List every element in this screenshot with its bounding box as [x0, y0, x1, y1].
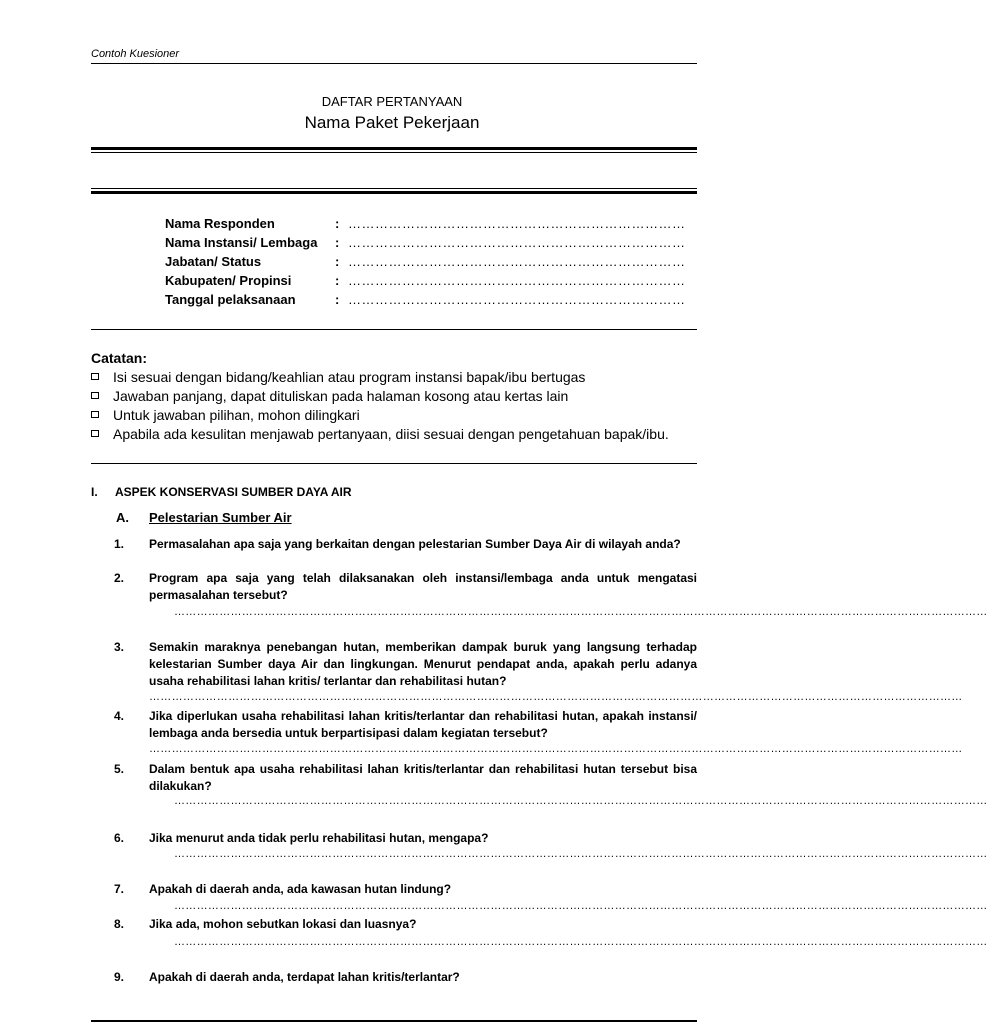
subsection-title: Pelestarian Sumber Air	[149, 510, 292, 525]
question-number: 5.	[114, 762, 125, 776]
title-rule-thick	[91, 147, 697, 150]
checkbox-bullet-icon	[91, 373, 99, 380]
field-blank[interactable]: …………………………………………………………………	[348, 235, 686, 250]
respondent-field-region[interactable]	[165, 273, 686, 288]
question-text: Jika diperlukan usaha rehabilitasi lahan kritis/terlantar dan rehabilitasi hutan, apakah instansi/ lembaga anda bersedia untuk berpartisipasi dalam kegiatan tersebut?	[149, 709, 697, 740]
note-item	[91, 426, 669, 442]
section-title: ASPEK KONSERVASI SUMBER DAYA AIR	[115, 485, 352, 499]
field-separator: :	[335, 273, 340, 288]
checkbox-bullet-icon	[91, 430, 99, 437]
section-heading	[91, 485, 352, 499]
question-text: Apakah di daerah anda, ada kawasan hutan lindung?	[149, 882, 452, 896]
question-text: Jika ada, mohon sebutkan lokasi dan luasnya?	[149, 917, 417, 931]
answer-line[interactable]: ………………………………………………………………………………………………………………………………………………………………………………………………	[174, 848, 988, 860]
respondent-field-position[interactable]	[165, 254, 686, 269]
section-number: I.	[91, 485, 98, 499]
note-item	[91, 407, 360, 423]
field-separator: :	[335, 254, 340, 269]
answer-line[interactable]: ………………………………………………………………………………………………………………………………………………………………………………………………	[174, 606, 988, 618]
answer-line[interactable]: ………………………………………………………………………………………………………………………………………………………………………………………………	[149, 743, 963, 755]
document-header: Contoh Kuesioner	[91, 48, 180, 60]
question-number: 2.	[114, 571, 125, 585]
question-number: 4.	[114, 709, 125, 723]
respondent-rule	[91, 329, 697, 330]
field-blank[interactable]: …………………………………………………………………	[348, 216, 686, 231]
note-item	[91, 369, 585, 385]
field-label: Jabatan/ Status	[165, 254, 262, 269]
question-number: 6.	[114, 831, 125, 845]
title-rule-thin	[91, 152, 697, 153]
question-text: Permasalahan apa saja yang berkaitan dengan pelestarian Sumber Daya Air di wilayah anda?	[149, 537, 681, 551]
field-label: Nama Responden	[165, 216, 275, 231]
package-title: Nama Paket Pekerjaan	[304, 113, 480, 132]
notes-rule	[91, 463, 697, 464]
question-number: 1.	[114, 537, 125, 551]
field-blank[interactable]: …………………………………………………………………	[348, 292, 686, 307]
answer-line[interactable]: ………………………………………………………………………………………………………………………………………………………………………………………………	[149, 691, 963, 703]
header-rule	[91, 63, 697, 64]
note-item	[91, 388, 568, 404]
question-text: Apakah di daerah anda, terdapat lahan kritis/terlantar?	[149, 970, 460, 984]
question-number: 3.	[114, 640, 125, 654]
form-rule-thin	[91, 188, 697, 189]
field-separator: :	[335, 292, 340, 307]
field-blank[interactable]: …………………………………………………………………	[348, 273, 686, 288]
document-title: DAFTAR PERTANYAAN	[321, 94, 463, 109]
question-number: 8.	[114, 917, 125, 931]
footer-rule	[91, 1020, 697, 1022]
question-number: 7.	[114, 882, 125, 896]
respondent-field-institution[interactable]	[165, 235, 686, 250]
answer-line[interactable]: ………………………………………………………………………………………………………………………………………………………………………………………………	[174, 900, 988, 912]
question-number: 9.	[114, 970, 125, 984]
subsection-heading	[116, 510, 292, 525]
field-label: Tanggal pelaksanaan	[165, 292, 296, 307]
answer-line[interactable]: ………………………………………………………………………………………………………………………………………………………………………………………………	[174, 936, 988, 948]
note-text: Apabila ada kesulitan menjawab pertanyaan, diisi sesuai dengan pengetahuan bapak/ibu.	[113, 426, 669, 442]
question-text: Dalam bentuk apa usaha rehabilitasi lahan kritis/terlantar dan rehabilitasi hutan tersebut bisa dilakukan?	[149, 762, 697, 793]
note-text: Jawaban panjang, dapat dituliskan pada halaman kosong atau kertas lain	[113, 388, 569, 404]
question-text: Semakin maraknya penebangan hutan, memberikan dampak buruk yang langsung terhadap kelestarian Sumber daya Air dan lingkungan. Menurut pendapat anda, apakah perlu adanya usaha rehabilitasi lahan kritis/ terlantar dan rehabilitasi hutan?	[149, 640, 697, 688]
form-rule-thick	[91, 191, 697, 194]
note-text: Untuk jawaban pilihan, mohon dilingkari	[113, 407, 360, 423]
question-text: Program apa saja yang telah dilaksanakan oleh instansi/lembaga anda untuk mengatasi permasalahan tersebut?	[149, 571, 697, 602]
field-separator: :	[335, 216, 340, 231]
answer-line[interactable]: ………………………………………………………………………………………………………………………………………………………………………………………………	[174, 795, 988, 807]
checkbox-bullet-icon	[91, 411, 99, 418]
field-label: Kabupaten/ Propinsi	[165, 273, 292, 288]
respondent-field-date[interactable]	[165, 292, 686, 307]
field-label: Nama Instansi/ Lembaga	[165, 235, 318, 250]
question-text: Jika menurut anda tidak perlu rehabilitasi hutan, mengapa?	[149, 831, 489, 845]
field-blank[interactable]: …………………………………………………………………	[348, 254, 686, 269]
field-separator: :	[335, 235, 340, 250]
note-text: Isi sesuai dengan bidang/keahlian atau program instansi bapak/ibu bertugas	[113, 369, 586, 385]
subsection-number: A.	[116, 510, 129, 525]
respondent-field-name[interactable]	[165, 216, 686, 231]
checkbox-bullet-icon	[91, 392, 99, 399]
notes-title: Catatan:	[91, 350, 148, 366]
